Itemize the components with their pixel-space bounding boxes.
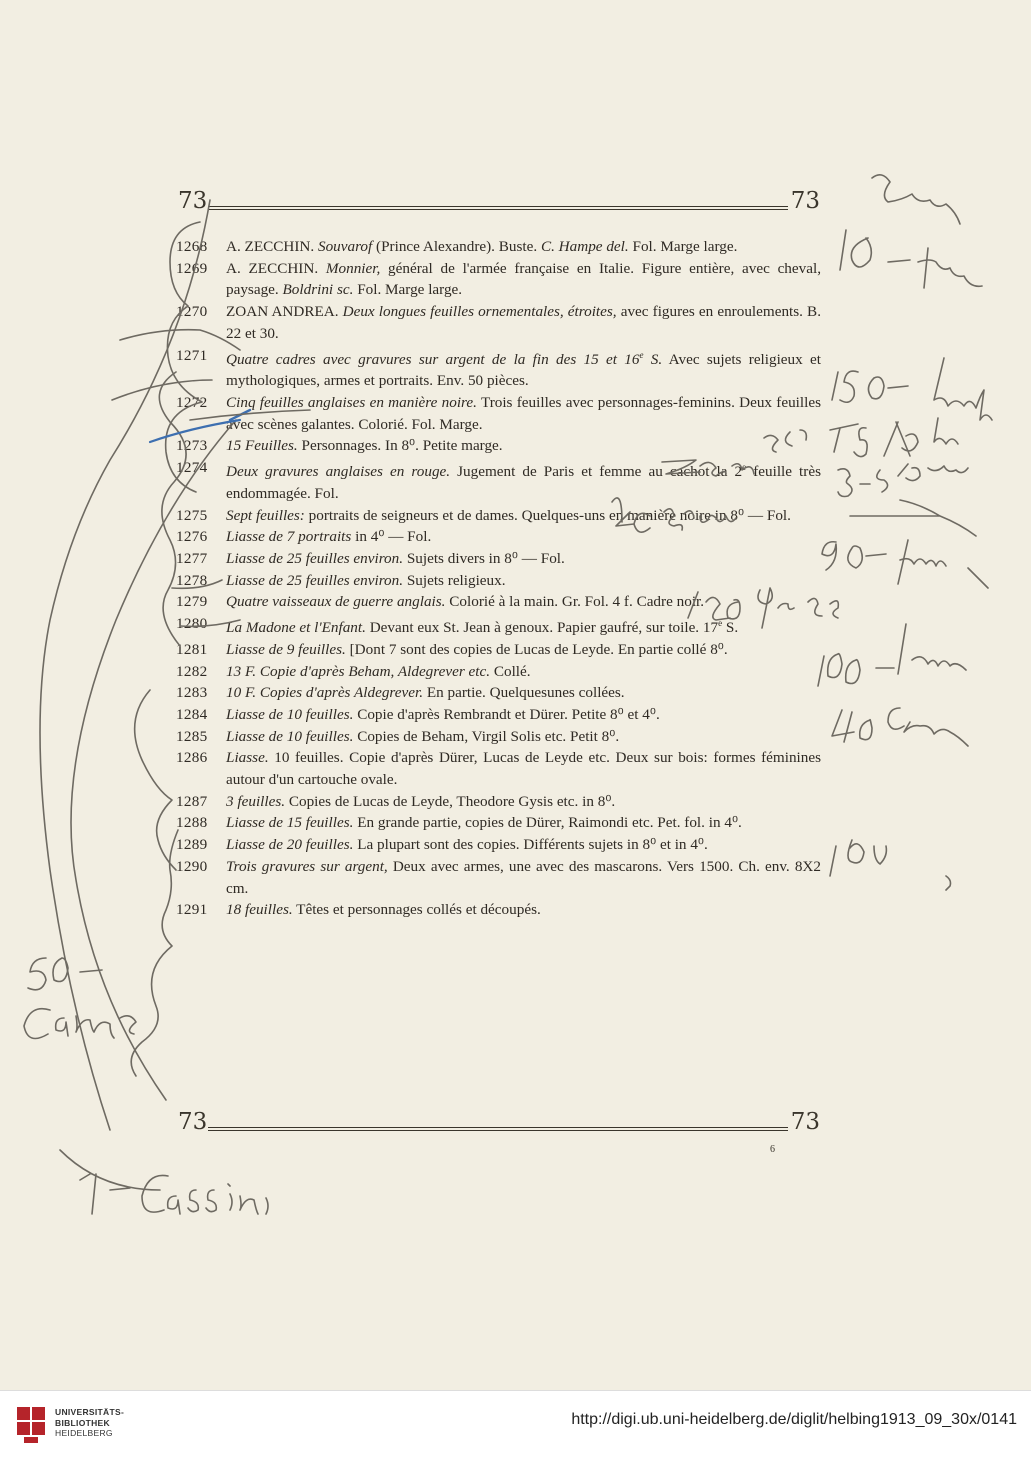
entry-text: Collé. [490, 662, 531, 680]
italic-title: Quatre cadres avec gravures sur argent de la fin des 15 et 16 [226, 350, 640, 368]
italic-title: 10 F. Copies d'après Aldegrever. [226, 684, 424, 702]
catalogue-entry [176, 791, 821, 813]
entry-description [226, 639, 821, 661]
entry-number: 1277 [176, 549, 208, 567]
entry-description [226, 726, 821, 748]
bottom-header-rule [178, 1109, 820, 1139]
entry-text: S. [722, 619, 739, 637]
entry-number: 1289 [176, 836, 208, 854]
italic-title: Trois gravures sur argent, [226, 857, 388, 875]
italic-title: Liasse. [226, 749, 269, 767]
library-logo-icon [14, 1403, 48, 1445]
entry-text: En partie. Quelquesunes collées. [423, 684, 625, 702]
catalogue-entry [176, 548, 821, 570]
catalogue-entry [176, 591, 821, 613]
entry-description [226, 435, 821, 457]
entry-text: Sujets religieux. [403, 571, 506, 589]
entry-text: Trois feuilles avec personnages-feminins. Deux feuilles avec scènes galantes. Colorié. Fol. Marge. [226, 393, 821, 433]
catalogue-entry [176, 856, 821, 899]
italic-title: 13 F. Copie d'après Beham, Aldegrever etc. [226, 662, 491, 680]
entry-description [226, 747, 821, 790]
footer-rule-line [208, 1127, 788, 1131]
entry-number: 1270 [176, 303, 208, 321]
catalogue-entry [176, 899, 821, 921]
entry-text: in 4⁰ — Fol. [351, 528, 432, 546]
entry-number: 1286 [176, 749, 208, 767]
entry-description [226, 236, 821, 258]
entry-text: Copie d'après Rembrandt et Dürer. Petite 8⁰ et 4⁰. [353, 705, 660, 723]
entry-text: général de l'armée française en Italie. Figure entière, avec cheval, paysage. [226, 259, 821, 299]
entry-text: Personnages. In 8⁰. Petite marge. [297, 437, 503, 455]
entry-text: Copies de Lucas de Leyde, Theodore Gysis etc. in 8⁰. [285, 792, 616, 810]
entry-text: Copies de Beham, Virgil Solis etc. Petit 8⁰. [353, 727, 620, 745]
italic-title: Cinq feuilles anglaises en manière noire. [226, 393, 477, 411]
italic-title: Liasse de 20 feuilles. [226, 836, 354, 854]
library-footer [0, 1390, 1031, 1463]
italic-title: S. [643, 350, 663, 368]
superscript: e [639, 349, 644, 360]
entry-number: 1271 [176, 346, 208, 364]
catalogue-entry [176, 258, 821, 301]
catalogue-entry [176, 301, 821, 344]
entry-number: 1274 [176, 459, 208, 477]
italic-title: 3 feuilles. [226, 792, 286, 810]
entry-description [226, 613, 821, 639]
entry-description [226, 812, 821, 834]
entry-description [226, 791, 821, 813]
entry-text: Fol. Marge large. [353, 281, 463, 299]
entry-number: 1276 [176, 528, 208, 546]
header-right-number: 73 [790, 188, 820, 214]
italic-title: Quatre vaisseaux de guerre anglais. [226, 593, 446, 611]
entry-number: 1281 [176, 640, 208, 658]
catalogue-entries [176, 236, 821, 921]
entry-text: Avec sujets religieux et mythologiques, armes et portraits. Env. 50 pièces. [226, 350, 821, 390]
entry-text: Sujets divers in 8⁰ — Fol. [403, 549, 565, 567]
italic-title: Liasse de 25 feuilles environ. [226, 549, 404, 567]
entry-text: En grande partie, copies de Dürer, Raimondi etc. Pet. fol. in 4⁰. [353, 814, 742, 832]
entry-description [226, 591, 821, 613]
entry-number: 1275 [176, 506, 208, 524]
entry-text: La plupart sont des copies. Différents sujets in 8⁰ et in 4⁰. [353, 836, 708, 854]
entry-text: Devant eux St. Jean à genoux. Papier gaufré, sur toile. 17 [365, 619, 719, 637]
italic-title: Liasse de 15 feuilles. [226, 814, 354, 832]
entry-number: 1291 [176, 901, 208, 919]
entry-text: (Prince Alexandre). Buste. [372, 238, 541, 255]
entry-number: 1283 [176, 684, 208, 702]
entry-text: Deux avec armes, une avec des mascarons. Vers 1500. Ch. env. 8X2 cm. [226, 857, 821, 897]
entry-text: avec figures en enroulements. B. 22 et 30. [226, 303, 821, 342]
catalogue-entry [176, 457, 821, 504]
catalogue-entry [176, 639, 821, 661]
catalogue-entry [176, 526, 821, 548]
entry-description [226, 834, 821, 856]
entry-number: 1280 [176, 615, 208, 633]
italic-title: Liasse de 25 feuilles environ. [226, 571, 404, 589]
entry-description [226, 301, 821, 344]
entry-text: A. ZECCHIN. [226, 238, 318, 255]
catalogue-entry [176, 435, 821, 457]
entry-text: Têtes et personnages collés et découpés. [292, 901, 541, 919]
footer-right-number: 73 [790, 1109, 820, 1135]
catalogue-entry [176, 704, 821, 726]
italic-title: Liasse de 9 feuilles. [226, 640, 346, 658]
entry-number: 1287 [176, 792, 208, 810]
entry-number: 1273 [176, 437, 208, 455]
library-logo-text [55, 1407, 124, 1439]
footer-left-number: 73 [178, 1109, 208, 1135]
italic-title: Boldrini sc. [282, 281, 354, 299]
entry-description [226, 526, 821, 548]
italic-title: Souvarof [317, 238, 373, 255]
italic-title: 15 Feuilles. [226, 437, 298, 455]
header-rule-line [208, 206, 788, 210]
entry-text: feuille très endommagée. Fol. [226, 463, 821, 502]
italic-title: Liasse de 10 feuilles. [226, 727, 354, 745]
logo-line-2: BIBLIOTHEK [55, 1417, 110, 1428]
entry-number: 1282 [176, 662, 208, 680]
entry-description [226, 682, 821, 704]
italic-title: C. Hampe del. [540, 238, 629, 255]
entry-number: 1290 [176, 857, 208, 875]
entry-description [226, 392, 821, 435]
entry-number: 1272 [176, 393, 208, 411]
italic-title: 18 feuilles. [226, 901, 293, 919]
entry-number: 1279 [176, 593, 208, 611]
entry-number: 1285 [176, 727, 208, 745]
page-number: 6 [770, 1144, 775, 1155]
italic-title: Liasse de 7 portraits [226, 528, 352, 546]
entry-text: A. ZECCHIN. [226, 259, 326, 277]
italic-title: Liasse de 10 feuilles. [226, 705, 354, 723]
entry-number: 1268 [176, 238, 208, 255]
entry-description [226, 457, 821, 504]
entry-description [226, 661, 821, 683]
logo-line-1: UNIVERSITÄTS- [55, 1407, 125, 1417]
entry-description [226, 505, 821, 527]
logo-line-3: HEIDELBERG [55, 1428, 113, 1438]
entry-description [226, 704, 821, 726]
entry-number: 1278 [176, 571, 208, 589]
catalogue-entry [176, 613, 821, 639]
top-header-rule [178, 188, 820, 218]
catalogue-entry [176, 236, 821, 258]
italic-title: Sept feuilles: [226, 506, 305, 524]
entry-text: Colorié à la main. Gr. Fol. 4 f. Cadre noir. [445, 593, 705, 611]
italic-title: La Madone et l'Enfant. [226, 619, 366, 637]
catalogue-entry [176, 834, 821, 856]
italic-title: Deux longues feuilles ornementales, étroites, [342, 303, 617, 321]
catalogue-entry [176, 812, 821, 834]
entry-number: 1269 [176, 259, 208, 277]
catalogue-entry [176, 570, 821, 592]
superscript: e [742, 462, 747, 473]
entry-text: portraits de seigneurs et de dames. Quelques-uns en manière noire in 8⁰ — Fol. [304, 506, 791, 524]
italic-title: Monnier, [325, 259, 381, 277]
catalogue-entry [176, 682, 821, 704]
superscript: e [718, 618, 723, 629]
entry-text: 10 feuilles. Copie d'après Dürer, Lucas de Leyde etc. Deux sur bois: formes féminines autour d'un cartouche ovale. [226, 749, 821, 789]
entry-number: 1288 [176, 814, 208, 832]
entry-text: [Dont 7 sont des copies de Lucas de Leyde. En partie collé 8⁰. [345, 640, 728, 658]
entry-text: Fol. Marge large. [628, 238, 738, 255]
entry-number: 1284 [176, 705, 208, 723]
entry-description [226, 899, 821, 921]
entry-description [226, 856, 821, 899]
catalogue-entry [176, 505, 821, 527]
catalogue-entry [176, 726, 821, 748]
catalogue-entry [176, 345, 821, 392]
catalogue-entry [176, 747, 821, 790]
entry-description [226, 570, 821, 592]
catalogue-entry [176, 661, 821, 683]
catalogue-entry [176, 392, 821, 435]
entry-description [226, 345, 821, 392]
entry-description [226, 258, 821, 301]
entry-text: ZOAN ANDREA. [226, 303, 343, 321]
italic-title: Deux gravures anglaises en rouge. [226, 463, 451, 481]
entry-description [226, 548, 821, 570]
header-left-number: 73 [178, 188, 208, 214]
entry-text: Jugement de Paris et femme au cachot la 2 [450, 463, 743, 481]
source-url[interactable]: http://digi.ub.uni-heidelberg.de/diglit/helbing1913_09_30x/0141 [571, 1411, 1017, 1428]
